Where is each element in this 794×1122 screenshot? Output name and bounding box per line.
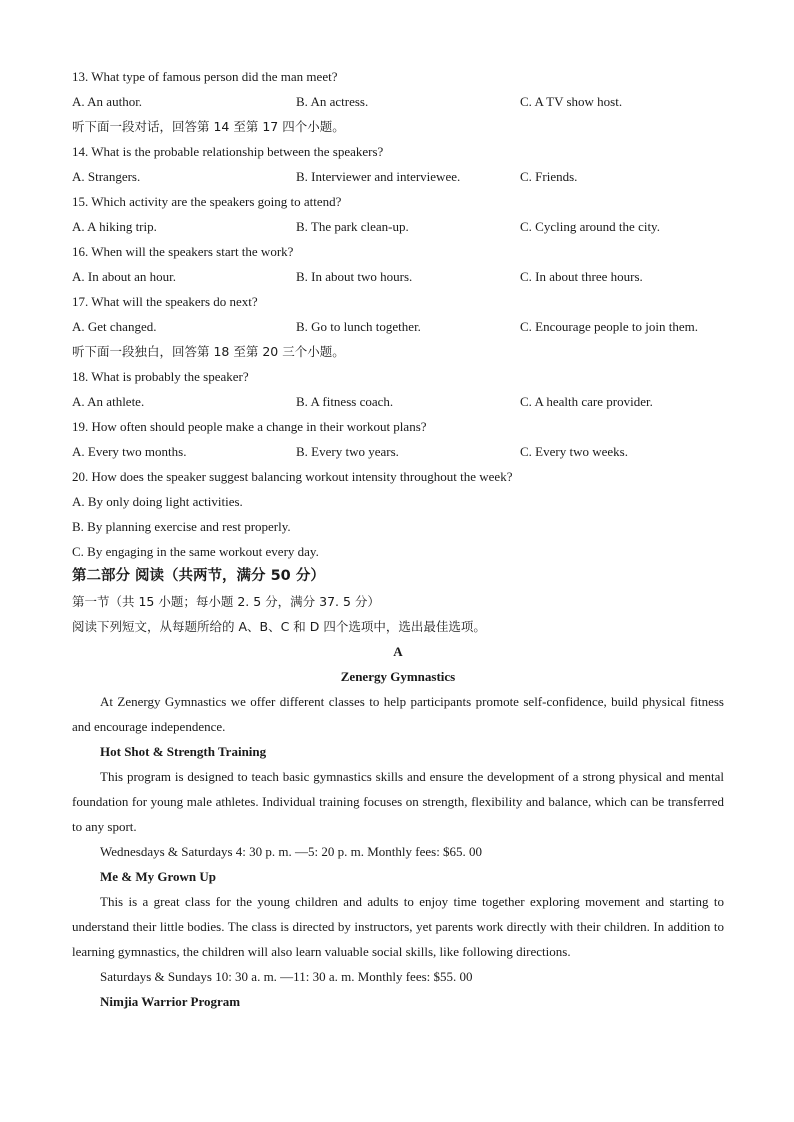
program-title: Hot Shot & Strength Training bbox=[100, 744, 267, 759]
subsection-title: 第一节（共 15 小题；每小题 2. 5 分，满分 37. 5 分） bbox=[72, 594, 380, 609]
section-title: 第二部分 阅读（共两节，满分 50 分） bbox=[72, 568, 325, 584]
program-schedule: Saturdays & Sundays 10: 30 a. m. —11: 30 a. m. Monthly fees: $55. 00 bbox=[100, 969, 473, 984]
option-b: B. Go to lunch together. bbox=[296, 319, 421, 334]
options-16 bbox=[72, 264, 724, 289]
question-14: 14. What is the probable relationship between the speakers? bbox=[72, 144, 384, 159]
question-17: 17. What will the speakers do next? bbox=[72, 294, 258, 309]
program-title: Me & My Grown Up bbox=[100, 869, 217, 884]
option-a: A. Strangers. bbox=[72, 169, 141, 184]
option-c: C. Friends. bbox=[520, 169, 578, 184]
passage-intro: At Zenergy Gymnastics we offer different classes to help participants promote self-confidence, build physical fitness and encourage independence. bbox=[72, 694, 724, 734]
program-schedule: Wednesdays & Saturdays 4: 30 p. m. —5: 20 p. m. Monthly fees: $65. 00 bbox=[100, 844, 483, 859]
program-description: This is a great class for the young children and adults to enjoy time together exploring movement and starting to understand their little bodies. The class is directed by instructors, yet parents work directly with their children. In addition to learning gymnastics, the children will also learn valuable social skills, like following directions. bbox=[72, 894, 724, 959]
exam-page bbox=[72, 64, 724, 1014]
option-c: C. In about three hours. bbox=[520, 269, 643, 284]
option-c: C. Every two weeks. bbox=[520, 444, 628, 459]
option-20-c: C. By engaging in the same workout every day. bbox=[72, 544, 319, 559]
question-13: 13. What type of famous person did the man meet? bbox=[72, 69, 338, 84]
option-c: C. A health care provider. bbox=[520, 394, 653, 409]
reading-instruction: 阅读下列短文，从每题所给的 A、B、C 和 D 四个选项中，选出最佳选项。 bbox=[72, 619, 486, 634]
instruction-14-17: 听下面一段对话，回答第 14 至第 17 四个小题。 bbox=[72, 119, 345, 134]
option-20-b: B. By planning exercise and rest properly. bbox=[72, 519, 291, 534]
question-16: 16. When will the speakers start the work? bbox=[72, 244, 294, 259]
options-15 bbox=[72, 214, 724, 239]
option-b: B. A fitness coach. bbox=[296, 394, 394, 409]
option-b: B. Interviewer and interviewee. bbox=[296, 169, 461, 184]
options-17 bbox=[72, 314, 724, 339]
option-b: B. Every two years. bbox=[296, 444, 399, 459]
option-a: A. Get changed. bbox=[72, 319, 157, 334]
program-title: Nimjia Warrior Program bbox=[100, 994, 241, 1009]
option-b: B. The park clean-up. bbox=[296, 219, 409, 234]
instruction-18-20: 听下面一段独白，回答第 18 至第 20 三个小题。 bbox=[72, 344, 345, 359]
option-b: B. An actress. bbox=[296, 94, 369, 109]
option-a: A. In about an hour. bbox=[72, 269, 176, 284]
option-20-a: A. By only doing light activities. bbox=[72, 494, 243, 509]
option-c: C. Encourage people to join them. bbox=[520, 319, 698, 334]
option-a: A. Every two months. bbox=[72, 444, 187, 459]
options-13 bbox=[72, 89, 724, 114]
option-b: B. In about two hours. bbox=[296, 269, 413, 284]
option-a: A. A hiking trip. bbox=[72, 219, 157, 234]
passage-title: Zenergy Gymnastics bbox=[340, 669, 456, 684]
question-20: 20. How does the speaker suggest balancing workout intensity throughout the week? bbox=[72, 469, 513, 484]
program-description: This program is designed to teach basic gymnastics skills and ensure the development of a strong physical and mental foundation for young male athletes. Individual training focuses on strength, flexibility and balance, which can be transferred to any sport. bbox=[72, 769, 724, 834]
question-15: 15. Which activity are the speakers going to attend? bbox=[72, 194, 342, 209]
passage-letter: A bbox=[393, 644, 403, 659]
option-a: A. An athlete. bbox=[72, 394, 145, 409]
options-14 bbox=[72, 164, 724, 189]
option-c: C. Cycling around the city. bbox=[520, 219, 660, 234]
option-c: C. A TV show host. bbox=[520, 94, 623, 109]
option-a: A. An author. bbox=[72, 94, 143, 109]
options-19 bbox=[72, 439, 724, 464]
question-18: 18. What is probably the speaker? bbox=[72, 369, 249, 384]
question-19: 19. How often should people make a change in their workout plans? bbox=[72, 419, 427, 434]
options-18 bbox=[72, 389, 724, 414]
